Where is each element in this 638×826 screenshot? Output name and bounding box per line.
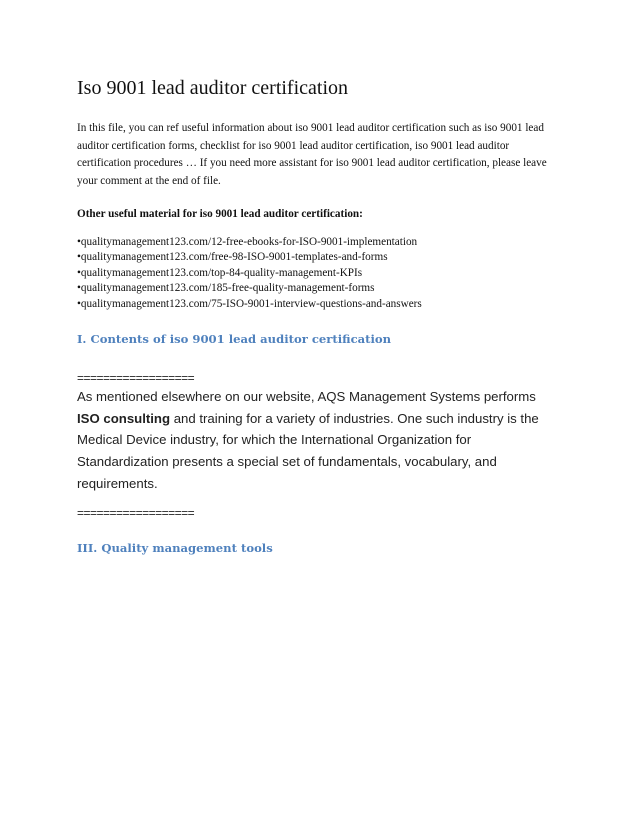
- list-item: • qualitymanagement123.com/top-84-quality-management-KPIs: [77, 266, 557, 281]
- useful-links-list: [77, 235, 557, 312]
- body-paragraph: [77, 386, 557, 495]
- intro-paragraph: In this file, you can ref useful information about iso 9001 lead auditor certification such as iso 9001 lead auditor certification forms, checklist for iso 9001 lead auditor certification, iso 9001 lead auditor certification procedures … If you need more assistant for iso 9001 lead auditor certification, please leave your comment at the end of file.: [77, 122, 547, 187]
- separator-top: ==================: [77, 371, 195, 386]
- body-text-start: As mentioned elsewhere on our website, AQS Management Systems performs: [77, 389, 536, 405]
- list-item: • qualitymanagement123.com/12-free-ebooks-for-ISO-9001-implementation: [77, 235, 557, 250]
- list-item: • qualitymanagement123.com/free-98-ISO-9001-templates-and-forms: [77, 250, 557, 265]
- document-title: Iso 9001 lead auditor certification: [77, 77, 349, 99]
- body-text-bold: ISO consulting: [77, 410, 171, 426]
- list-item: • qualitymanagement123.com/75-ISO-9001-interview-questions-and-answers: [77, 297, 557, 312]
- body-text-end: and training for a variety of industries. One such industry is the Medical Device industry, for which the International Organization for Standardization presents a special set of fundamentals, vocabulary, and requirements.: [77, 410, 539, 491]
- useful-material-heading: Other useful material for iso 9001 lead auditor certification:: [77, 208, 363, 220]
- separator-bottom: ==================: [77, 505, 195, 520]
- section-heading-tools: III. Quality management tools: [77, 540, 273, 555]
- section-heading-contents: I. Contents of iso 9001 lead auditor certification: [77, 332, 392, 347]
- document-content: [77, 76, 557, 557]
- list-item: • qualitymanagement123.com/185-free-quality-management-forms: [77, 281, 557, 296]
